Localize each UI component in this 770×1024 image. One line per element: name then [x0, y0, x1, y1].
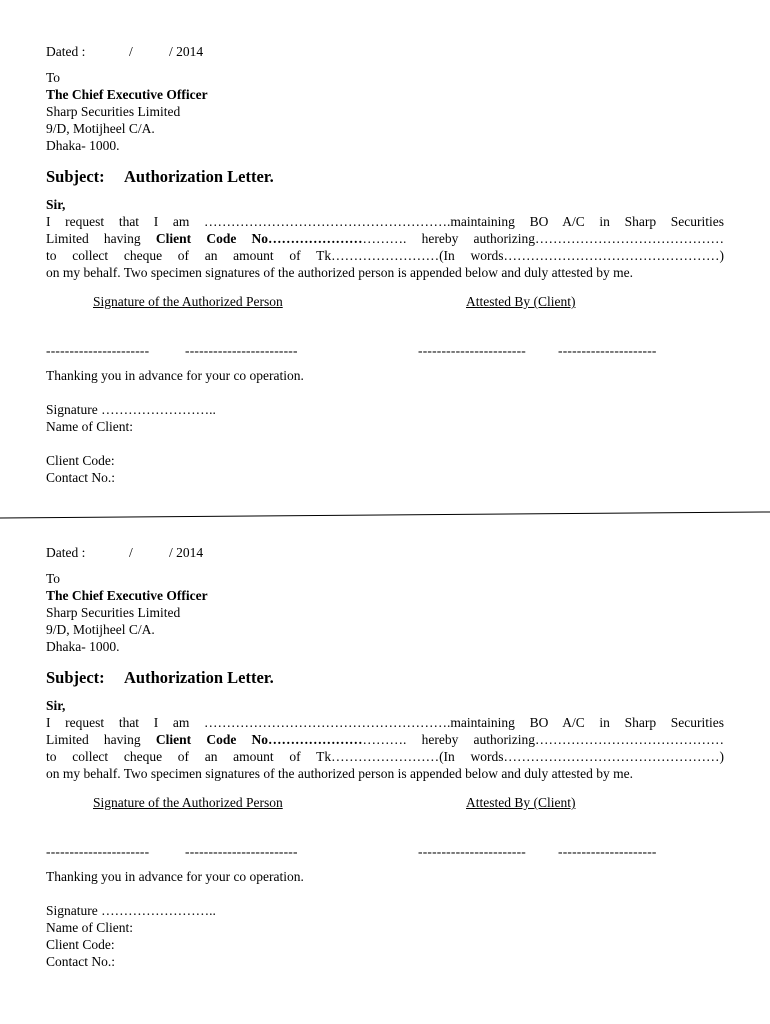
recipient-title: The Chief Executive Officer: [46, 87, 208, 102]
client-code-label: Client Code:: [46, 937, 115, 952]
to-label: To: [46, 70, 61, 85]
body-line-2-end: ………. hereby authorizing……………………………………: [362, 231, 724, 246]
address-line-1: 9/D, Motijheel C/A.: [46, 622, 155, 637]
subject-label: Subject:: [46, 167, 105, 186]
company-name: Sharp Securities Limited: [46, 605, 181, 620]
salutation: Sir,: [46, 698, 66, 713]
signature-headings: [46, 794, 724, 811]
address-line-2: Dhaka- 1000.: [46, 639, 120, 654]
signature-lines: [46, 843, 724, 860]
address-line-2: Dhaka- 1000.: [46, 138, 120, 153]
body-line-3: to collect cheque of an amount of Tk……………………(In words…………………………………………): [46, 749, 724, 764]
subject-text: Authorization Letter.: [124, 668, 274, 687]
signature-line-4: ---------------------: [558, 343, 657, 358]
body-line-4: on my behalf. Two specimen signatures of the authorized person is appended below and duly attested by me.: [46, 265, 634, 280]
client-signature-line: Signature ……………………..: [46, 903, 216, 918]
client-code-field: Client Code No…………………: [155, 732, 363, 747]
authorized-signature-heading: Signature of the Authorized Person: [93, 795, 283, 810]
client-code-field: Client Code No…………………: [155, 231, 363, 246]
attested-by-heading: Attested By (Client): [466, 795, 576, 810]
client-code-label: Client Code:: [46, 453, 115, 468]
date-separator: /: [129, 545, 133, 560]
body-line-3: to collect cheque of an amount of Tk……………………(In words…………………………………………): [46, 248, 724, 263]
signature-line-4: ---------------------: [558, 844, 657, 859]
to-label: To: [46, 571, 61, 586]
name-of-client-label: Name of Client:: [46, 419, 133, 434]
date-year: / 2014: [169, 545, 204, 560]
recipient-title: The Chief Executive Officer: [46, 588, 208, 603]
subject-line: [46, 168, 724, 188]
body-line-2-start: Limited having: [46, 231, 156, 246]
company-name: Sharp Securities Limited: [46, 104, 181, 119]
signature-line-1: ----------------------: [46, 844, 150, 859]
body-line-4: on my behalf. Two specimen signatures of the authorized person is appended below and duly attested by me.: [46, 766, 634, 781]
subject-text: Authorization Letter.: [124, 167, 274, 186]
letter-copy-top: [46, 43, 724, 486]
thanks-line: Thanking you in advance for your co operation.: [46, 869, 304, 884]
subject-line: [46, 669, 724, 689]
signature-headings: [46, 293, 724, 310]
letter-copy-bottom: [46, 544, 724, 970]
dated-label: Dated :: [46, 545, 86, 560]
salutation: Sir,: [46, 197, 66, 212]
attested-by-heading: Attested By (Client): [466, 294, 576, 309]
signature-line-2: ------------------------: [185, 343, 298, 358]
client-signature-line: Signature ……………………..: [46, 402, 216, 417]
contact-no-label: Contact No.:: [46, 954, 115, 969]
signature-line-1: ----------------------: [46, 343, 150, 358]
date-line: [46, 544, 724, 561]
signature-line-3: -----------------------: [418, 343, 526, 358]
date-year: / 2014: [169, 44, 204, 59]
subject-label: Subject:: [46, 668, 105, 687]
authorized-signature-heading: Signature of the Authorized Person: [93, 294, 283, 309]
body-line-2-end: ………. hereby authorizing……………………………………: [362, 732, 724, 747]
body-line-2: [46, 230, 724, 247]
signature-line-3: -----------------------: [418, 844, 526, 859]
contact-no-label: Contact No.:: [46, 470, 115, 485]
date-separator: /: [129, 44, 133, 59]
cut-divider: [0, 509, 770, 521]
signature-lines: [46, 342, 724, 359]
body-line-1: I request that I am ……………………………………………….maintaining BO A/C in Sharp Securities: [46, 214, 724, 229]
address-line-1: 9/D, Motijheel C/A.: [46, 121, 155, 136]
thanks-line: Thanking you in advance for your co operation.: [46, 368, 304, 383]
body-line-2: [46, 731, 724, 748]
signature-line-2: ------------------------: [185, 844, 298, 859]
body-line-2-start: Limited having: [46, 732, 156, 747]
body-line-1: I request that I am ……………………………………………….maintaining BO A/C in Sharp Securities: [46, 715, 724, 730]
date-line: [46, 43, 724, 60]
name-of-client-label: Name of Client:: [46, 920, 133, 935]
dated-label: Dated :: [46, 44, 86, 59]
